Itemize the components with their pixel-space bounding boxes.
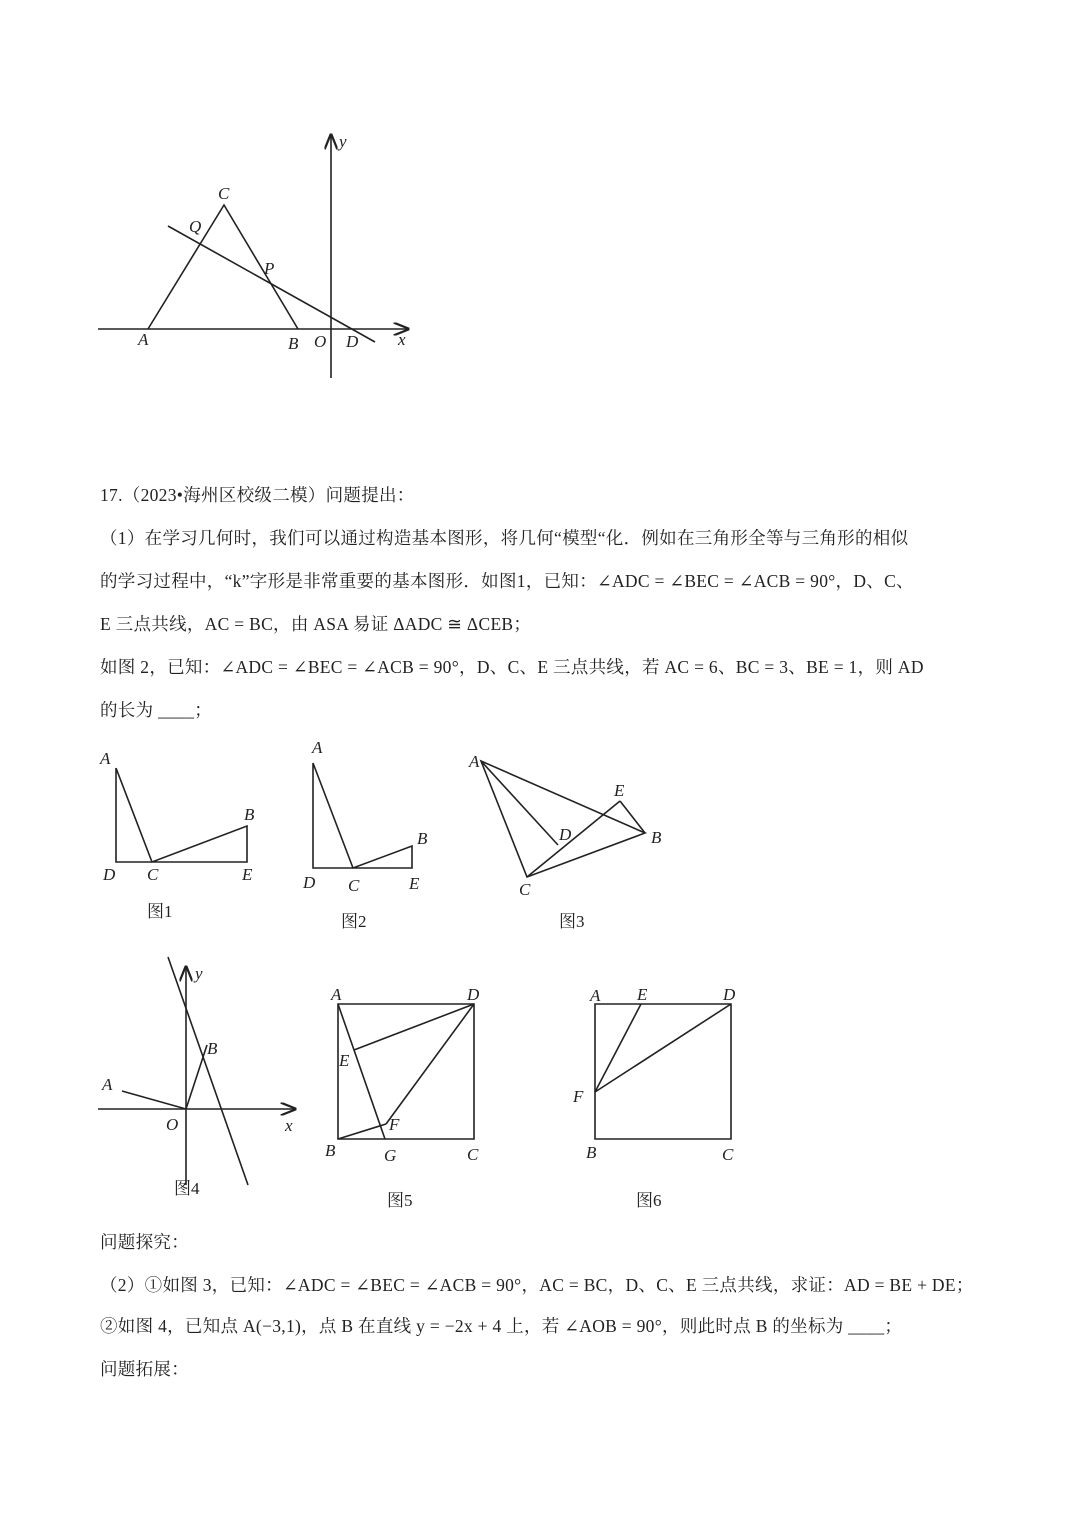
part1-line: （1）在学习几何时，我们可以通过构造基本图形，将几何“模型“化．例如在三角形全等与三角形的相似: [100, 528, 909, 548]
caption-fig3: 图3: [559, 912, 585, 931]
label-c: C: [218, 184, 230, 203]
label-o: O: [314, 332, 327, 351]
label-b: B: [207, 1039, 218, 1058]
figure-5: [325, 985, 480, 1210]
label-x: x: [285, 1116, 293, 1135]
label-d: D: [303, 873, 316, 892]
problem-header: 17.（2023•海州区校级二模）问题提出：: [100, 485, 415, 505]
label-d: D: [467, 985, 480, 1004]
label-a: A: [100, 749, 111, 768]
label-d: D: [559, 825, 572, 844]
label-d: D: [723, 985, 736, 1004]
label-c: C: [722, 1145, 734, 1164]
caption-fig1: 图1: [147, 902, 173, 921]
figure-3: [468, 752, 662, 931]
label-p: P: [264, 259, 275, 278]
label-b: B: [586, 1143, 597, 1162]
figure-4: [98, 957, 295, 1198]
part2-line: （2）①如图 3，已知：∠ADC = ∠BEC = ∠ACB = 90°，AC = BC，D、C、E 三点共线，求证：AD = BE + DE；: [100, 1275, 974, 1295]
label-y: y: [195, 964, 203, 983]
label-a: A: [469, 752, 480, 771]
label-b: B: [288, 334, 299, 353]
label-d: D: [346, 332, 359, 351]
label-e: E: [637, 985, 648, 1004]
part1-line: E 三点共线，AC = BC，由 ASA 易证 ΔADC ≅ ΔCEB；: [100, 614, 532, 634]
label-e: E: [242, 865, 253, 884]
caption-fig2: 图2: [341, 912, 367, 931]
part1-line: 如图 2，已知：∠ADC = ∠BEC = ∠ACB = 90°，D、C、E 三点共线，若 AC = 6、BC = 3、BE = 1，则 AD: [100, 657, 924, 677]
part2-line: ②如图 4，已知点 A(−3,1)，点 B 在直线 y = −2x + 4 上，若 ∠AOB = 90°，则此时点 B 的坐标为 ____；: [100, 1316, 903, 1336]
caption-fig4: 图4: [174, 1179, 200, 1198]
label-a: A: [312, 738, 323, 757]
figure-top-coordinate: [98, 132, 408, 378]
explore-heading: 问题探究：: [100, 1232, 189, 1252]
label-b: B: [325, 1141, 336, 1160]
label-c: C: [467, 1145, 479, 1164]
figure-6: [572, 985, 736, 1210]
label-e: E: [339, 1051, 350, 1070]
label-e: E: [614, 781, 625, 800]
triangle-acb: [148, 205, 298, 329]
label-a: A: [331, 985, 342, 1004]
label-a: A: [102, 1075, 113, 1094]
extend-heading: 问题拓展：: [100, 1359, 189, 1379]
label-q: Q: [189, 217, 202, 236]
part1-line: 的长为 ____；: [100, 700, 213, 720]
label-d: D: [103, 865, 116, 884]
label-b: B: [244, 805, 255, 824]
label-f: F: [389, 1115, 400, 1134]
label-c: C: [519, 880, 531, 899]
label-c: C: [147, 865, 159, 884]
part1-line: 的学习过程中，“k”字形是非常重要的基本图形．如图1，已知：∠ADC = ∠BEC = ∠ACB = 90°，D、C、: [100, 571, 914, 591]
figure-1: [99, 749, 255, 921]
label-x: x: [398, 330, 406, 349]
label-o: O: [166, 1115, 179, 1134]
figure-2: [302, 738, 428, 931]
label-f: F: [573, 1087, 584, 1106]
label-c: C: [348, 876, 360, 895]
caption-fig6: 图6: [636, 1191, 662, 1210]
label-g: G: [384, 1146, 397, 1165]
label-a: A: [590, 986, 601, 1005]
label-y: y: [339, 132, 347, 151]
caption-fig5: 图5: [387, 1191, 413, 1210]
label-e: E: [409, 874, 420, 893]
label-b: B: [417, 829, 428, 848]
label-a: A: [138, 330, 149, 349]
line-qd: [168, 226, 375, 342]
label-b: B: [651, 828, 662, 847]
